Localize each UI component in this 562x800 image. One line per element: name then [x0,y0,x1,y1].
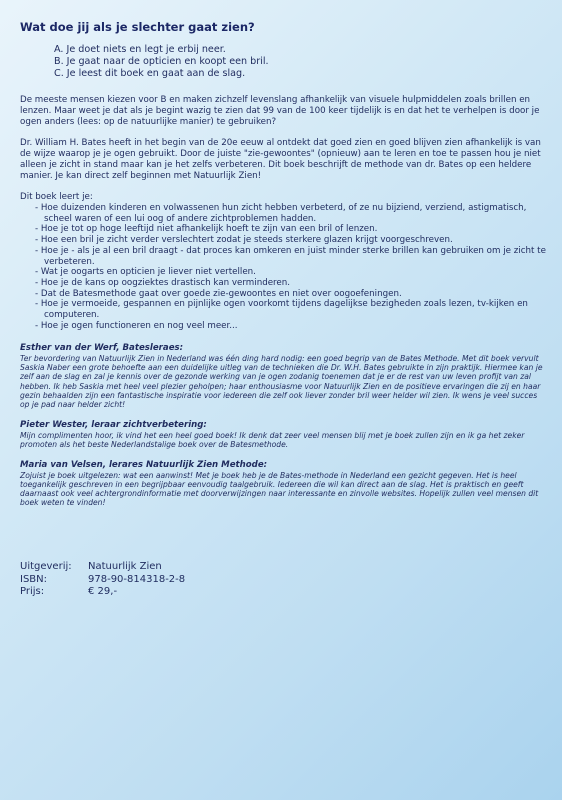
option-a: A. Je doet niets en legt je erbij neer. [54,44,226,55]
book-back-cover [20,20,548,599]
list-intro: Dit boek leert je: [20,192,93,202]
isbn-row [20,574,548,587]
testimonial-text: Mijn complimenten hoor, ik vind het een heel goed boek! Ik denk dat zeer veel mensen blij met je boek zullen zijn en ik ga het zeker promoten als het beste Nederlandstalige boek over de Batesmethode. [20,430,525,449]
list-item: - Hoe je de kans op oogziektes drastisch kan verminderen. [35,277,291,288]
bates-paragraph: Dr. William H. Bates heeft in het begin van de 20e eeuw al ontdekt dat goed zien en goed blijven zien afhankelijk is van de wijze waarop je je ogen gebruikt. Door de juiste "zie-gewoontes" (opnieuw) aan te leren en toe te passen hou je niet alleen je zicht in stand maar kan je het zelfs verbeteren. Dit boek beschrijft de methode van dr. Bates op een heldere manier. Je kan direct zelf beginnen met Natuurlijk Zien! [20,138,541,181]
isbn-label: ISBN: [20,573,48,585]
publisher-value: Natuurlijk Zien [88,561,162,573]
list-item: - Hoe je ogen functioneren en nog veel meer... [35,320,238,331]
testimonial-author: Pieter Wester, leraar zichtverbetering: [20,420,207,431]
testimonial-maria [20,460,548,507]
testimonial-pieter [20,420,548,449]
intro-paragraph: De meeste mensen kiezen voor B en maken zichzelf levenslang afhankelijk van visuele hulpmiddelen zoals brillen en lenzen. Maar weet je dat als je begint wazig te zien dat 99 van de 100 keer tijdelijk is en dat het te verhelpen is door je ogen anders (lees: op de natuurlijke manier) te gebruiken? [20,95,540,127]
testimonial-text: Zojuist je boek uitgelezen: wat een aanwinst! Met je boek heb je de Bates-methode in Nederland een gezicht gegeven. Het is heel toegankelijk geschreven in een begrijpbaar eenvoudig taalgebruik. Iedereen die wil kan direct aan de slag. Het is praktisch en geeft daarnaast ook veel achtergrondinformatie met doorverwijzingen naar interessante en zinvolle websites. Hopelijk zullen veel mensen dit boek weten te vinden! [20,470,539,508]
list-item: - Hoe je vermoeide, gespannen en pijnlijke ogen voorkomt tijdens dagelijkse bezigheden zoals lezen, tv-kijken en computeren. [35,299,528,321]
list-item: - Hoe een bril je zicht verder verslechtert zodat je steeds sterkere glazen krijgt voorgeschreven. [35,235,453,246]
testimonial-author: Maria van Velsen, lerares Natuurlijk Zien Methode: [20,460,268,471]
list-item: - Hoe je tot op hoge leeftijd niet afhankelijk hoeft te zijn van een bril of lenzen. [35,224,378,235]
testimonial-text: Ter bevordering van Natuurlijk Zien in Nederland was één ding hard nodig: een goed begrip van de Bates Methode. Met dit boek vervult Saskia Naber een grote behoefte aan een duidelijke uitleg van de technieken die Dr. W.H. Bates gebruikte in zijn praktijk. Hiermee kan je zelf aan de slag en zal je kennis over de gezonde werking van je ogen zodanig toenemen dat je er de rest van uw leven profijt van zal hebben. Ik heb Saskia met heel veel plezier geholpen; haar enthousiasme voor Natuurlijk Zien en de positieve ervaringen die zij en haar gezin behaalden zijn een fantastische inspiratie voor iedereen die zelf ook liever zonder bril weer helder wil zien. Ik wens je veel succes op je pad naar helder zicht! [20,353,543,409]
publisher-info [20,561,548,599]
page-title: Wat doe jij als je slechter gaat zien? [20,20,255,34]
price-label: Prijs: [20,586,45,598]
option-c: C. Je leest dit boek en gaat aan de slag. [54,68,246,79]
list-item: - Hoe duizenden kinderen en volwassenen hun zicht hebben verbeterd, of ze nu bijziend, verziend, astigmatisch, scheel waren of een lui oog of andere zichtproblemen hadden. [35,203,527,224]
testimonial-author: Esther van der Werf, Batesleraes: [20,343,184,354]
price-value: € 29,- [88,586,118,598]
list-item: - Wat je oogarts en opticien je liever niet vertellen. [35,267,256,278]
price-row [20,586,548,599]
list-item: - Hoe je - als je al een bril draagt - dat proces kan omkeren en juist minder sterke brillen kan gebruiken om je zicht te verbeteren. [35,245,546,267]
publisher-row [20,561,548,574]
option-b: B. Je gaat naar de opticien en koopt een bril. [54,56,269,67]
testimonial-esther [20,343,548,409]
answer-options [20,44,548,80]
benefits-list [20,203,548,331]
isbn-value: 978-90-814318-2-8 [88,573,186,585]
list-item: - Dat de Batesmethode gaat over goede zie-gewoontes en niet over oogoefeningen. [35,288,402,299]
publisher-label: Uitgeverij: [20,561,72,573]
